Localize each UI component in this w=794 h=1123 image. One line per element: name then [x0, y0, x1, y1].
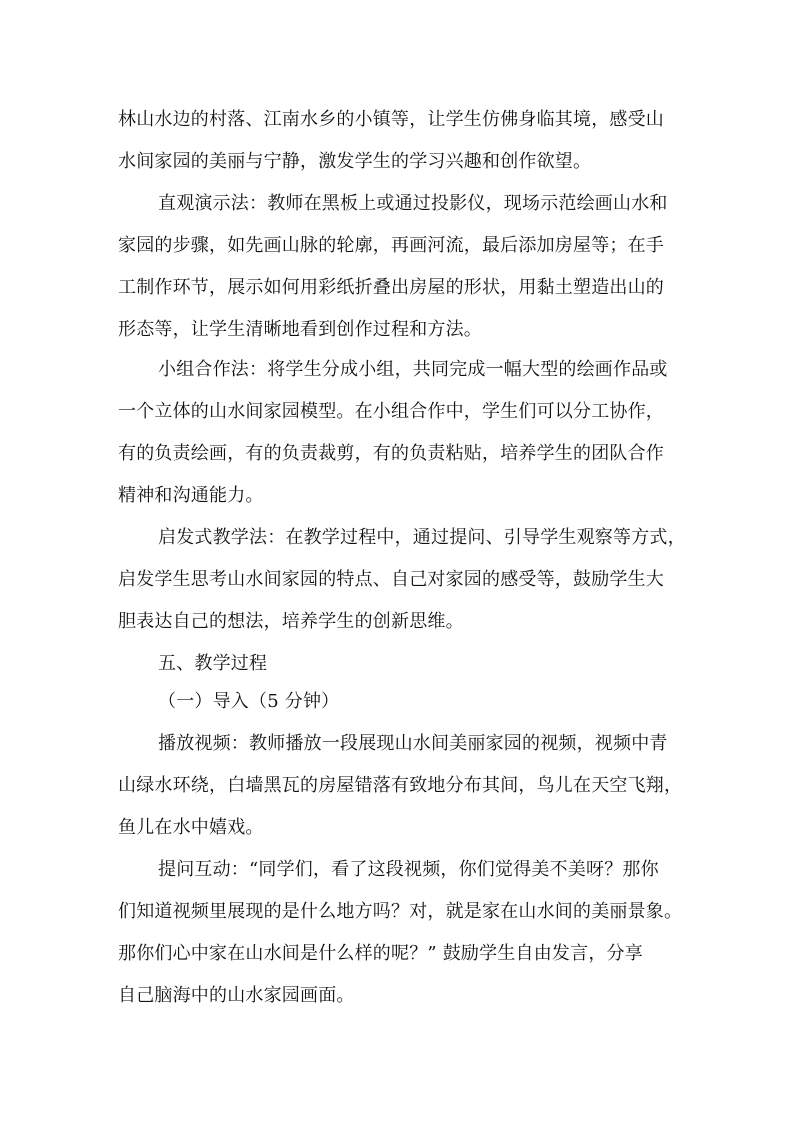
- text-line: 家园的步骤，如先画山脉的轮廓，再画河流，最后添加房屋等；在手: [118, 235, 664, 256]
- paragraph-play-video: 播放视频：教师播放一段展现山水间美丽家园的视频，视频中青: [158, 733, 668, 754]
- text-line: 有的负责绘画，有的负责裁剪，有的负责粘贴，培养学生的团队合作: [118, 443, 664, 464]
- text-line: 启发学生思考山水间家园的特点、自己对家园的感受等，鼓励学生大: [118, 569, 664, 590]
- text-line: 精神和沟通能力。: [118, 485, 264, 506]
- subsection-heading: （一）导入（5 分钟）: [158, 691, 340, 712]
- text-line: 形态等，让学生清晰地看到创作过程和方法。: [118, 319, 482, 340]
- text-line: 山绿水环绕，白墙黑瓦的房屋错落有致地分布其间，鸟儿在天空飞翔，: [118, 775, 683, 796]
- text-line: 一个立体的山水间家园模型。在小组合作中，学生们可以分工协作，: [118, 401, 664, 422]
- paragraph-demo-method: 直观演示法：教师在黑板上或通过投影仪，现场示范绘画山水和: [158, 193, 668, 214]
- text-line: 胆表达自己的想法，培养学生的创新思维。: [118, 611, 464, 632]
- paragraph-heuristic-method: 启发式教学法：在教学过程中，通过提问、引导学生观察等方式，: [158, 527, 686, 548]
- text-line: 们知道视频里展现的是什么地方吗？对，就是家在山水间的美丽景象。: [118, 901, 683, 922]
- paragraph-group-method: 小组合作法：将学生分成小组，共同完成一幅大型的绘画作品或: [158, 359, 668, 380]
- text-line: 林山水边的村落、江南水乡的小镇等，让学生仿佛身临其境，感受山: [118, 109, 664, 130]
- paragraph-question-interaction: 提问互动：“同学们，看了这段视频，你们觉得美不美呀？那你: [158, 859, 659, 880]
- text-line: 水间家园的美丽与宁静，激发学生的学习兴趣和创作欲望。: [118, 151, 592, 172]
- section-heading: 五、教学过程: [158, 653, 268, 674]
- text-line: 鱼儿在水中嬉戏。: [118, 817, 264, 838]
- text-line: 自己脑海中的山水家园画面。: [118, 985, 355, 1006]
- text-line: 工制作环节，展示如何用彩纸折叠出房屋的形状，用黏土塑造出山的: [118, 277, 664, 298]
- text-line: 那你们心中家在山水间是什么样的呢？” 鼓励学生自由发言，分享: [118, 943, 643, 964]
